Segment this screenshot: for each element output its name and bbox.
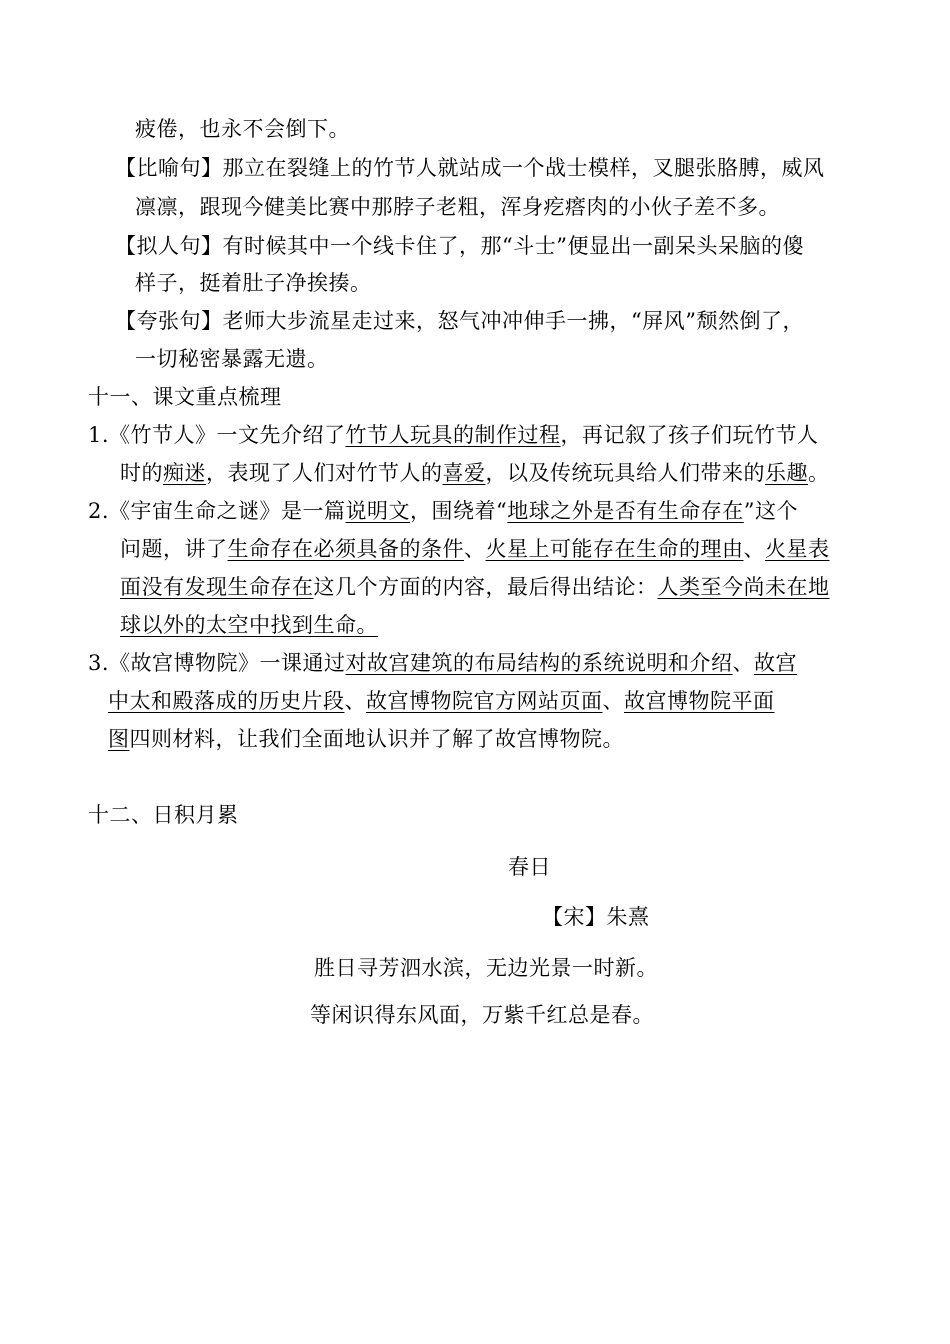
item3-answer-floorplan-b: 图: [108, 727, 130, 751]
item3-text-f: 、: [344, 689, 366, 713]
item2-text-m: 这几个方面的内容，最后得出结论：: [313, 575, 658, 599]
item2-text-a: 2.《宇宙生命之谜》是一篇: [88, 499, 346, 523]
item2-text-f: 问题，讲了: [120, 537, 228, 561]
item2-line4: [120, 610, 378, 640]
hyperbole-sentence-line1: [115, 306, 804, 336]
item3-answer-floorplan-a: 故宫博物院平面: [624, 689, 775, 713]
item2-text-c: ，围绕着“: [410, 499, 508, 523]
item3-answer-history-b: 中太和殿落成的历史片段: [108, 689, 345, 713]
item2-text-e: ”这个: [743, 499, 799, 523]
personification-sentence-line2: 样子，挺着肚子净挨揍。: [135, 271, 372, 295]
section-11-heading: 十一、课文重点梳理: [88, 385, 282, 409]
item3-answer-history-a: 故宫: [754, 651, 798, 675]
poem-title: 春日: [508, 855, 551, 879]
poem-line-1: 胜日寻芳泗水滨，无边光景一时新。: [314, 956, 658, 980]
item1-answer-obsession: 痴迷: [163, 461, 206, 485]
item2-answer-question: 地球之外是否有生命存在: [507, 499, 744, 523]
item2-answer-conclusion-b: 球以外的太空中找到生命。: [120, 613, 378, 637]
item2-line1: [88, 496, 798, 526]
item2-answer-mars-surface-a: 火星表: [765, 537, 830, 561]
item1-answer-process: 竹节人玩具的制作过程: [345, 423, 561, 447]
section-12-heading: 十二、日积月累: [88, 803, 239, 827]
item1-answer-fun: 乐趣: [765, 461, 808, 485]
simile-sentence-line2: 凛凛，跟现今健美比赛中那脖子老粗，浑身疙瘩肉的小伙子差不多。: [135, 195, 780, 219]
item1-answer-love: 喜爱: [442, 461, 486, 485]
item3-answer-layout: 对故宫建筑的布局结构的系统说明和介绍: [345, 651, 733, 675]
hyperbole-sentence-line2: 一切秘密暴露无遗。: [135, 347, 329, 371]
item2-answer-conclusion-a: 人类至今尚未在地: [657, 575, 830, 599]
poem-author: 【宋】朱熹: [542, 905, 650, 929]
item2-text-j: 、: [743, 537, 765, 561]
item2-answer-conditions: 生命存在必须具备的条件: [227, 537, 464, 561]
simile-label: 【比喻句】: [115, 156, 223, 180]
hyperbole-label: 【夸张句】: [115, 309, 223, 333]
item3-line2: [108, 686, 775, 716]
item3-text-a: 3.《故宫博物院》一课通过: [88, 651, 346, 675]
item2-answer-mars-reasons: 火星上可能存在生命的理由: [485, 537, 744, 561]
item1-text-d: 时的: [120, 461, 163, 485]
item3-text-h: 、: [602, 689, 624, 713]
item3-text-k: 四则材料，让我们全面地认识并了解了故宫博物院。: [129, 727, 624, 751]
item1-line2: [120, 458, 830, 488]
continued-line: 疲倦，也永不会倒下。: [135, 117, 350, 141]
item2-answer-genre: 说明文: [345, 499, 411, 523]
item2-line2: [120, 534, 830, 564]
hyperbole-text: 老师大步流星走过来，怒气冲冲伸手一拂，“屏风”颓然倒了，: [222, 309, 804, 333]
item1-text-c: ，再记叙了孩子们玩竹节人: [560, 423, 819, 447]
item1-text-h: ，以及传统玩具给人们带来的: [485, 461, 765, 485]
personification-sentence-line1: [115, 231, 804, 261]
item1-text-j: 。: [808, 461, 830, 485]
simile-text: 那立在裂缝上的竹节人就站成一个战士模样，叉腿张胳膊，威风: [222, 156, 825, 180]
item2-answer-mars-surface-b: 面没有发现生命存在: [120, 575, 314, 599]
personification-label: 【拟人句】: [115, 234, 223, 258]
item2-text-h: 、: [464, 537, 486, 561]
item1-line1: [88, 420, 819, 450]
poem-line-2: 等闲识得东风面，万紫千红总是春。: [310, 1003, 654, 1027]
item3-line3: [108, 724, 624, 754]
item2-line3: [120, 572, 830, 602]
item3-text-c: 、: [732, 651, 755, 675]
item3-line1: [88, 648, 797, 678]
personification-text: 有时候其中一个线卡住了，那“斗士”便显出一副呆头呆脑的傻: [222, 234, 804, 258]
item3-answer-website: 故宫博物院官方网站页面: [366, 689, 603, 713]
simile-sentence-line1: [115, 153, 825, 183]
item1-text-f: ，表现了人们对竹节人的: [206, 461, 443, 485]
item1-text-a: 1.《竹节人》一文先介绍了: [88, 423, 346, 447]
